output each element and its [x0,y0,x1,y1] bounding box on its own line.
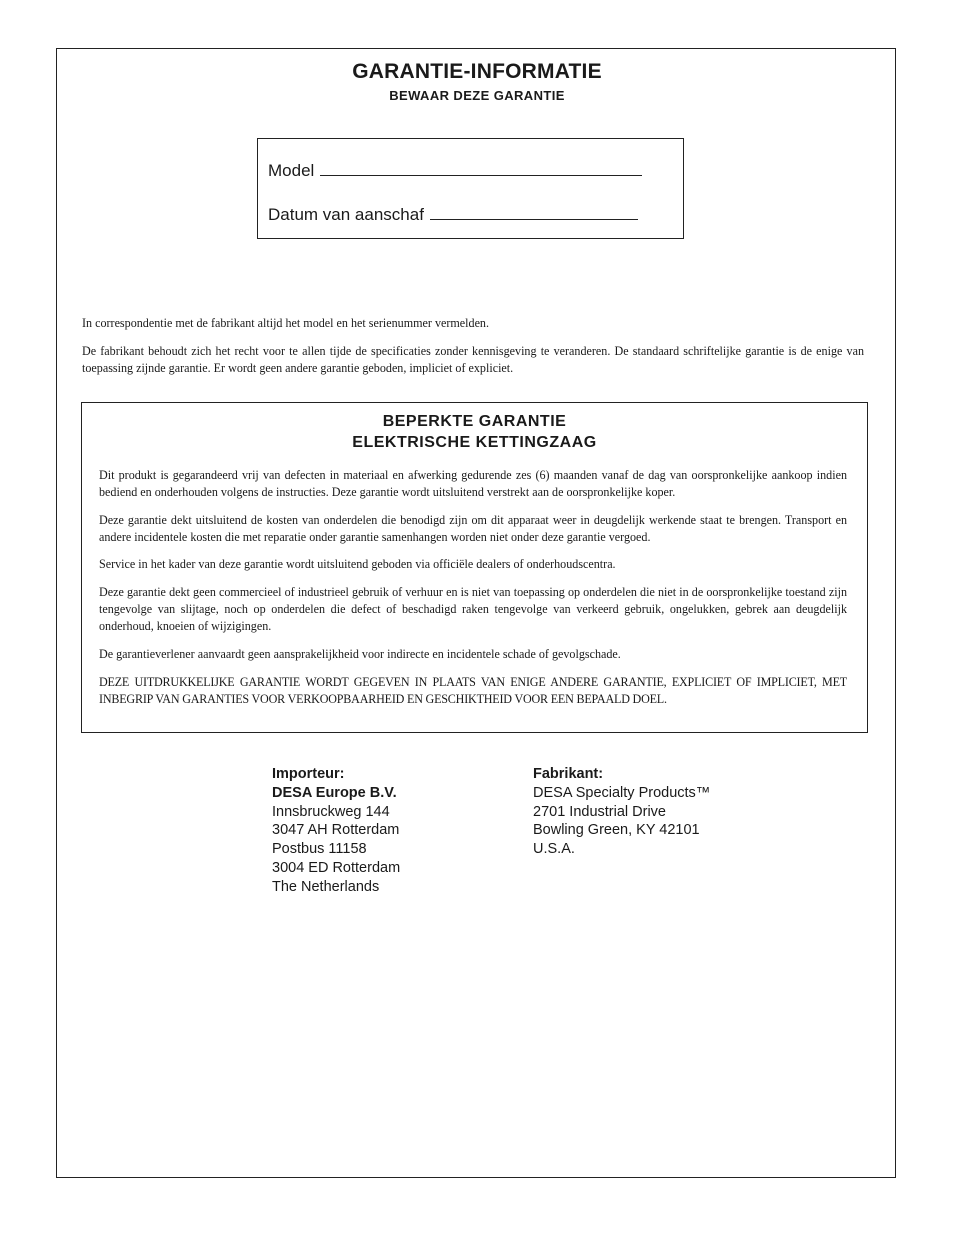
specifications-note: De fabrikant behoudt zich het recht voor te allen tijde de specificaties zonder kennisgeving te veranderen. De standaard schriftelijke garantie is de enige van toepassing zijnde garantie. Er wordt geen andere garantie geboden, impliciet of expliciet. [82,344,864,375]
warranty-paragraph: Dit produkt is gegarandeerd vrij van defecten in materiaal en afwerking gedurende zes (6) maanden vanaf de dag van oorspronkelijke aankoop indien bediend en onderhouden volgens de instructies. Deze garantie wordt uitsluitend verstrekt aan de oorspronkelijke koper. [99,468,847,499]
purchase-date-fill-line[interactable] [430,218,638,220]
correspondence-note: In correspondentie met de fabrikant altijd het model en het serienummer vermelden. [82,316,490,330]
importer-heading: Importeur: [272,766,345,782]
address-line: 3047 AH Rotterdam [272,822,400,839]
purchase-date-label: Datum van aanschaf [268,205,424,224]
page-title: GARANTIE-INFORMATIE [352,60,602,83]
warranty-paragraph: Service in het kader van deze garantie wordt uitsluitend geboden via officiële dealers of onderhoudscentra. [99,557,616,571]
purchase-record-box [257,138,684,239]
address-line: 2701 Industrial Drive [533,803,666,820]
address-line: The Netherlands [272,878,380,895]
purchase-date-row [268,205,638,225]
limited-warranty-box [81,402,868,733]
warranty-title: BEPERKTE GARANTIE [382,413,567,430]
warranty-paragraph: De garantieverlener aanvaardt geen aansprakelijkheid voor indirecte en incidentele schade of gevolgschade. [99,647,621,661]
model-row [268,161,642,181]
address-line: Postbus 11158 [272,841,367,858]
address-line: Bowling Green, KY 42101 [533,822,700,839]
address-line: DESA Specialty Products™ [533,784,711,801]
warranty-paragraph: Deze garantie dekt uitsluitend de kosten van onderdelen die benodigd zijn om dit apparaat weer in deugdelijk werkende staat te brengen. Transport en andere incidentele kosten die met reparatie onder garantie samenhangen worden niet onder deze garantie vergoed. [99,513,847,544]
importer-name: DESA Europe B.V. [272,784,397,801]
importer-address [272,765,400,897]
page-subtitle: BEWAAR DEZE GARANTIE [389,88,565,103]
warranty-disclaimer: DEZE UITDRUKKELIJKE GARANTIE WORDT GEGEVEN IN PLAATS VAN ENIGE ANDERE GARANTIE, EXPLICIET OF IMPLICIET, MET INBEGRIP VAN GARANTIES VOOR VERKOOPBAARHEID EN GESCHIKTHEID VOOR EEN BEPAALD DOEL. [99,675,847,706]
address-line: Innsbruckweg 144 [272,803,390,820]
model-fill-line[interactable] [320,174,642,176]
model-label: Model [268,161,315,180]
address-line: 3004 ED Rotterdam [272,859,401,876]
manufacturer-heading: Fabrikant: [533,766,604,782]
address-line: U.S.A. [533,841,575,858]
manufacturer-address [533,765,710,859]
warranty-paragraph: Deze garantie dekt geen commercieel of industrieel gebruik of verhuur en is niet van toepassing op onderdelen die niet in de oorspronkelijke toestand zijn tengevolge van slijtage, noch op onderdelen die defect of beschadigd raken tengevolge van verkeerd gebruik, ongelukken, gebrek aan deugdelijk onderhoud, knoeien of wijzigingen. [99,585,847,633]
warranty-product-title: ELEKTRISCHE KETTINGZAAG [352,434,597,451]
